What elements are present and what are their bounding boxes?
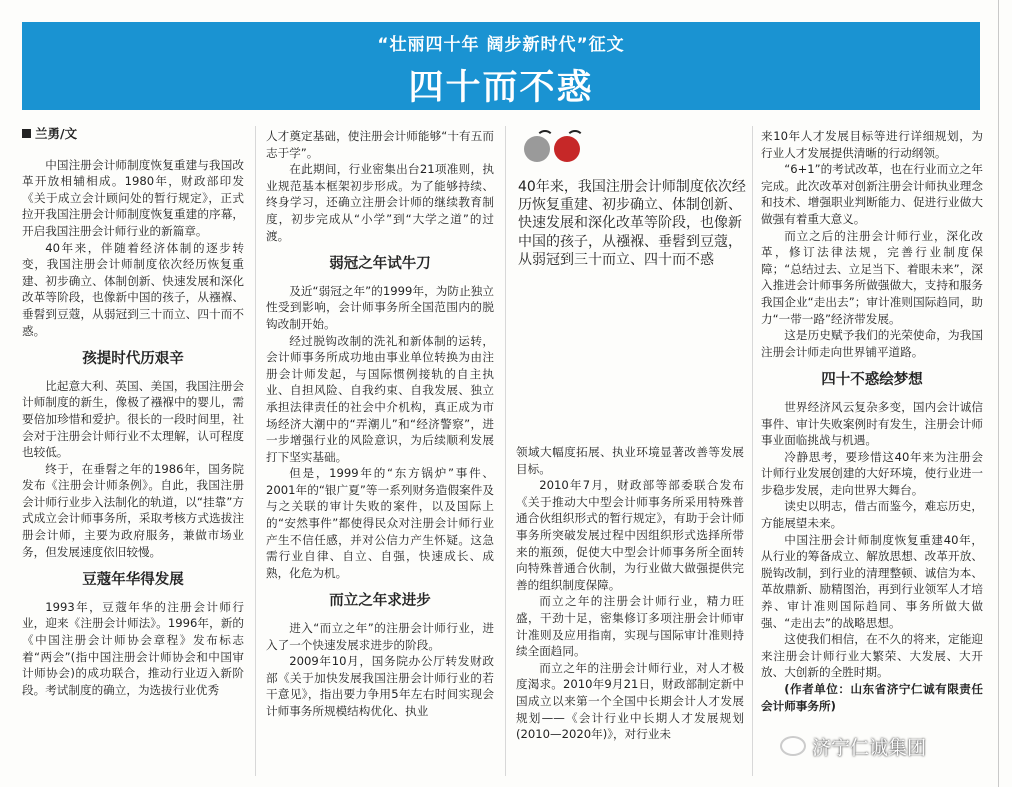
square-bullet-icon: [22, 129, 31, 138]
article-column-4: [761, 128, 983, 776]
article-headline: 四十而不惑: [408, 67, 594, 108]
paragraph: 比起意大利、英国、美国，我国注册会计师制度的新生，像极了襁褓中的婴儿，需要倍加珍惜和爱护。很长的一段时间里，社会对于注册会计师行业不太理解，认可程度也较低。: [22, 378, 244, 460]
paragraph: 冷静思考，要珍惜这40年来为注册会计师行业发展创建的大好环境，使行业进一步稳步发展，走向世界大舞台。: [761, 449, 983, 497]
section-heading: 孩提时代历艰辛: [82, 351, 184, 368]
paragraph: 经过脱钩改制的洗礼和新体制的运转，会计师事务所成功地由事业单位转换为由注册会计师发起，与国际惯例接轨的自主执业、自担风险、自我约束、自我发展、独立承担法律责任的社会中介机构，真正成为市场经济大潮中的“弄潮儿”和“经济警察”，进一步增强行业的风险意识，为后续顺利发展打下坚实基础。: [266, 333, 494, 464]
paragraph: 2009年10月，国务院办公厅转发财政部《关于加快发展我国注册会计师行业的若干意见》，指出要力争用5年左右时间实现会计师事务所规模结构优化、执业: [266, 654, 494, 718]
paragraph: 而立之后的注册会计师行业，深化改革，修订法律法规，完善行业制度保障；“总结过去、立足当下、着眼未来”，深入推进会计师事务所做强做大，支持和服务我国企业“走出去”；审计准则国际趋同，助力“一带一路”经济带发展。: [761, 228, 983, 326]
paragraph: 世界经济风云复杂多变，国内会计诚信事件、审计失败案例时有发生，注册会计师事业面临挑战与机遇。: [761, 399, 983, 448]
paragraph: 而立之年的注册会计师行业，对人才极度渴求。2010年9月21日，财政部制定新中国成立以来第一个全国中长期会计人才发展规划——《会计行业中长期人才发展规划(2010—2020年)》，对行业未: [516, 660, 744, 742]
paragraph: 在此期间，行业密集出台21项准则，执业规范基本框架初步形成。为了能够持续、终身学习，还确立注册会计师的继续教育制度，初步完成从“小学”到“大学之道”的过渡。: [266, 162, 494, 243]
paragraph: 中国注册会计师制度恢复重建40年，从行业的筹备成立、解放思想、改革开放、脱钩改制，到行业的清理整顿、诚信为本、革故鼎新、励精图治，再到行业领军人才培养、审计准则国际趋同、事务所做大做强、“走出去”的战略思想。: [761, 532, 983, 630]
paragraph: 但是，1999年的“东方锅炉”事件、2001年的“银广夏”等一系列财务造假案件及与之关联的审计失败的案件，以及国际上的“安然事件”都使得民众对注册会计师行业产生不信任感，并对公信力产生怀疑。这急需行业自律、自立、自强，快速成长、成熟，化危为机。: [266, 466, 494, 580]
paragraph: 中国注册会计师制度恢复重建与我国改革开放相辅相成。1980年，财政部印发《关于成立会计顾问处的暂行规定》，正式拉开我国注册会计师制度恢复重建的序幕，开启我国注册会计师行业的新篇章。: [22, 157, 244, 238]
paragraph: 40年来，伴随着经济体制的逐步转变，我国注册会计师制度依次经历恢复重建、初步确立、体制创新、快速发展和深化改革等阶段，也像新中国的孩子，从襁褓、垂髫到豆蔻，从弱冠到三十而立、四十而不惑。: [22, 240, 244, 338]
byline: [22, 126, 244, 143]
column-divider: [752, 126, 753, 776]
quote-mark: [518, 132, 748, 166]
paragraph: 2010年7月，财政部等部委联合发布《关于推动大中型会计师事务所采用特殊普通合伙组织形式的暂行规定》，有助于会计师事务所突破发展过程中因组织形式选择所带来的瓶颈，促使大中型会计师事务所全面转向特殊普通合伙制，为行业做大做强提供完善的组织制度保障。: [516, 478, 744, 592]
paragraph: 来10年人才发展目标等进行详细规划，为行业人才发展提供清晰的行动纲领。: [761, 129, 983, 160]
grey-quote-dot-icon: [524, 136, 550, 162]
section-heading: 豆蔻年华得发展: [82, 572, 184, 589]
wechat-icon: [780, 736, 806, 756]
paragraph: 领域大幅度拓展、执业环境显著改善等发展目标。: [516, 445, 744, 476]
paragraph: 终于，在垂髫之年的1986年，国务院发布《注册会计师条例》。自此，我国注册会计师行业步入法制化的轨道，以“挂靠”方式成立会计师事务所，采取考核方式选拔注册会计师，主要为政府服务，兼做市场业务，但发展速度依旧较慢。: [22, 461, 244, 559]
watermark: [780, 733, 990, 759]
paragraph: 及近“弱冠之年”的1999年，为防止独立性受到影响，会计师事务所全国范围内的脱钩改制开始。: [266, 283, 494, 331]
pull-quote: [518, 132, 748, 269]
article-column-1: [22, 126, 244, 776]
paragraph: “6+1”的考试改革，也在行业而立之年完成。此次改革对创新注册会计师执业理念和技术、增强职业判断能力、促进行业做大做强有着重大意义。: [761, 162, 983, 226]
column-divider: [255, 126, 256, 776]
section-heading: 而立之年求进步: [329, 593, 431, 610]
paragraph: 进入“而立之年”的注册会计师行业，进入了一个快速发展求进步的阶段。: [266, 621, 494, 652]
section-heading: 弱冠之年试牛刀: [329, 256, 431, 273]
article-column-2: [266, 128, 494, 776]
headline-banner: [22, 22, 980, 110]
author-affiliation: (作者单位：山东省济宁仁诚有限责任会计师事务所): [761, 682, 983, 713]
column-divider: [505, 126, 506, 776]
banner-kicker: “壮丽四十年 阔步新时代”征文: [377, 35, 625, 55]
watermark-text: 济宁仁诚集团: [812, 737, 927, 759]
section-heading: 四十不惑绘梦想: [821, 372, 923, 389]
paragraph: 这使我们相信，在不久的将来，定能迎来注册会计师行业大繁荣、大发展、大开放、大创新的全胜时期。: [761, 632, 983, 680]
article-column-3: [516, 444, 744, 776]
paragraph: 而立之年的注册会计师行业，精力旺盛，干劲十足，密集修订多项注册会计师审计准则及应用指南，实现与国际审计准则持续全面趋同。: [516, 594, 744, 659]
red-quote-dot-icon: [554, 136, 580, 162]
paragraph: 人才奠定基础，使注册会计师能够“十有五而志于学”。: [266, 129, 494, 160]
paragraph: 1993年，豆蔻年华的注册会计师行业，迎来《注册会计师法》。1996年，新的《中国注册会计师协会章程》发布标志着“两会”(指中国注册会计师协会和中国审计师协会)的成功联合，推动行业迈入新阶段。考试制度的确立，为选拔行业优秀: [22, 599, 244, 697]
byline-text: 兰勇/文: [35, 126, 78, 141]
paragraph: 这是历史赋予我们的光荣使命，为我国注册会计师走向世界铺平道路。: [761, 328, 983, 359]
page-edge-rule: [998, 0, 999, 787]
paragraph: 读史以明志，借古而鉴今，难忘历史，方能展望未来。: [761, 499, 983, 531]
pull-quote-text: 40年来，我国注册会计师制度依次经历恢复重建、初步确立、体制创新、快速发展和深化改革等阶段，也像新中国的孩子，从襁褓、垂髫到豆蔻，从弱冠到三十而立、四十而不惑: [518, 179, 746, 268]
